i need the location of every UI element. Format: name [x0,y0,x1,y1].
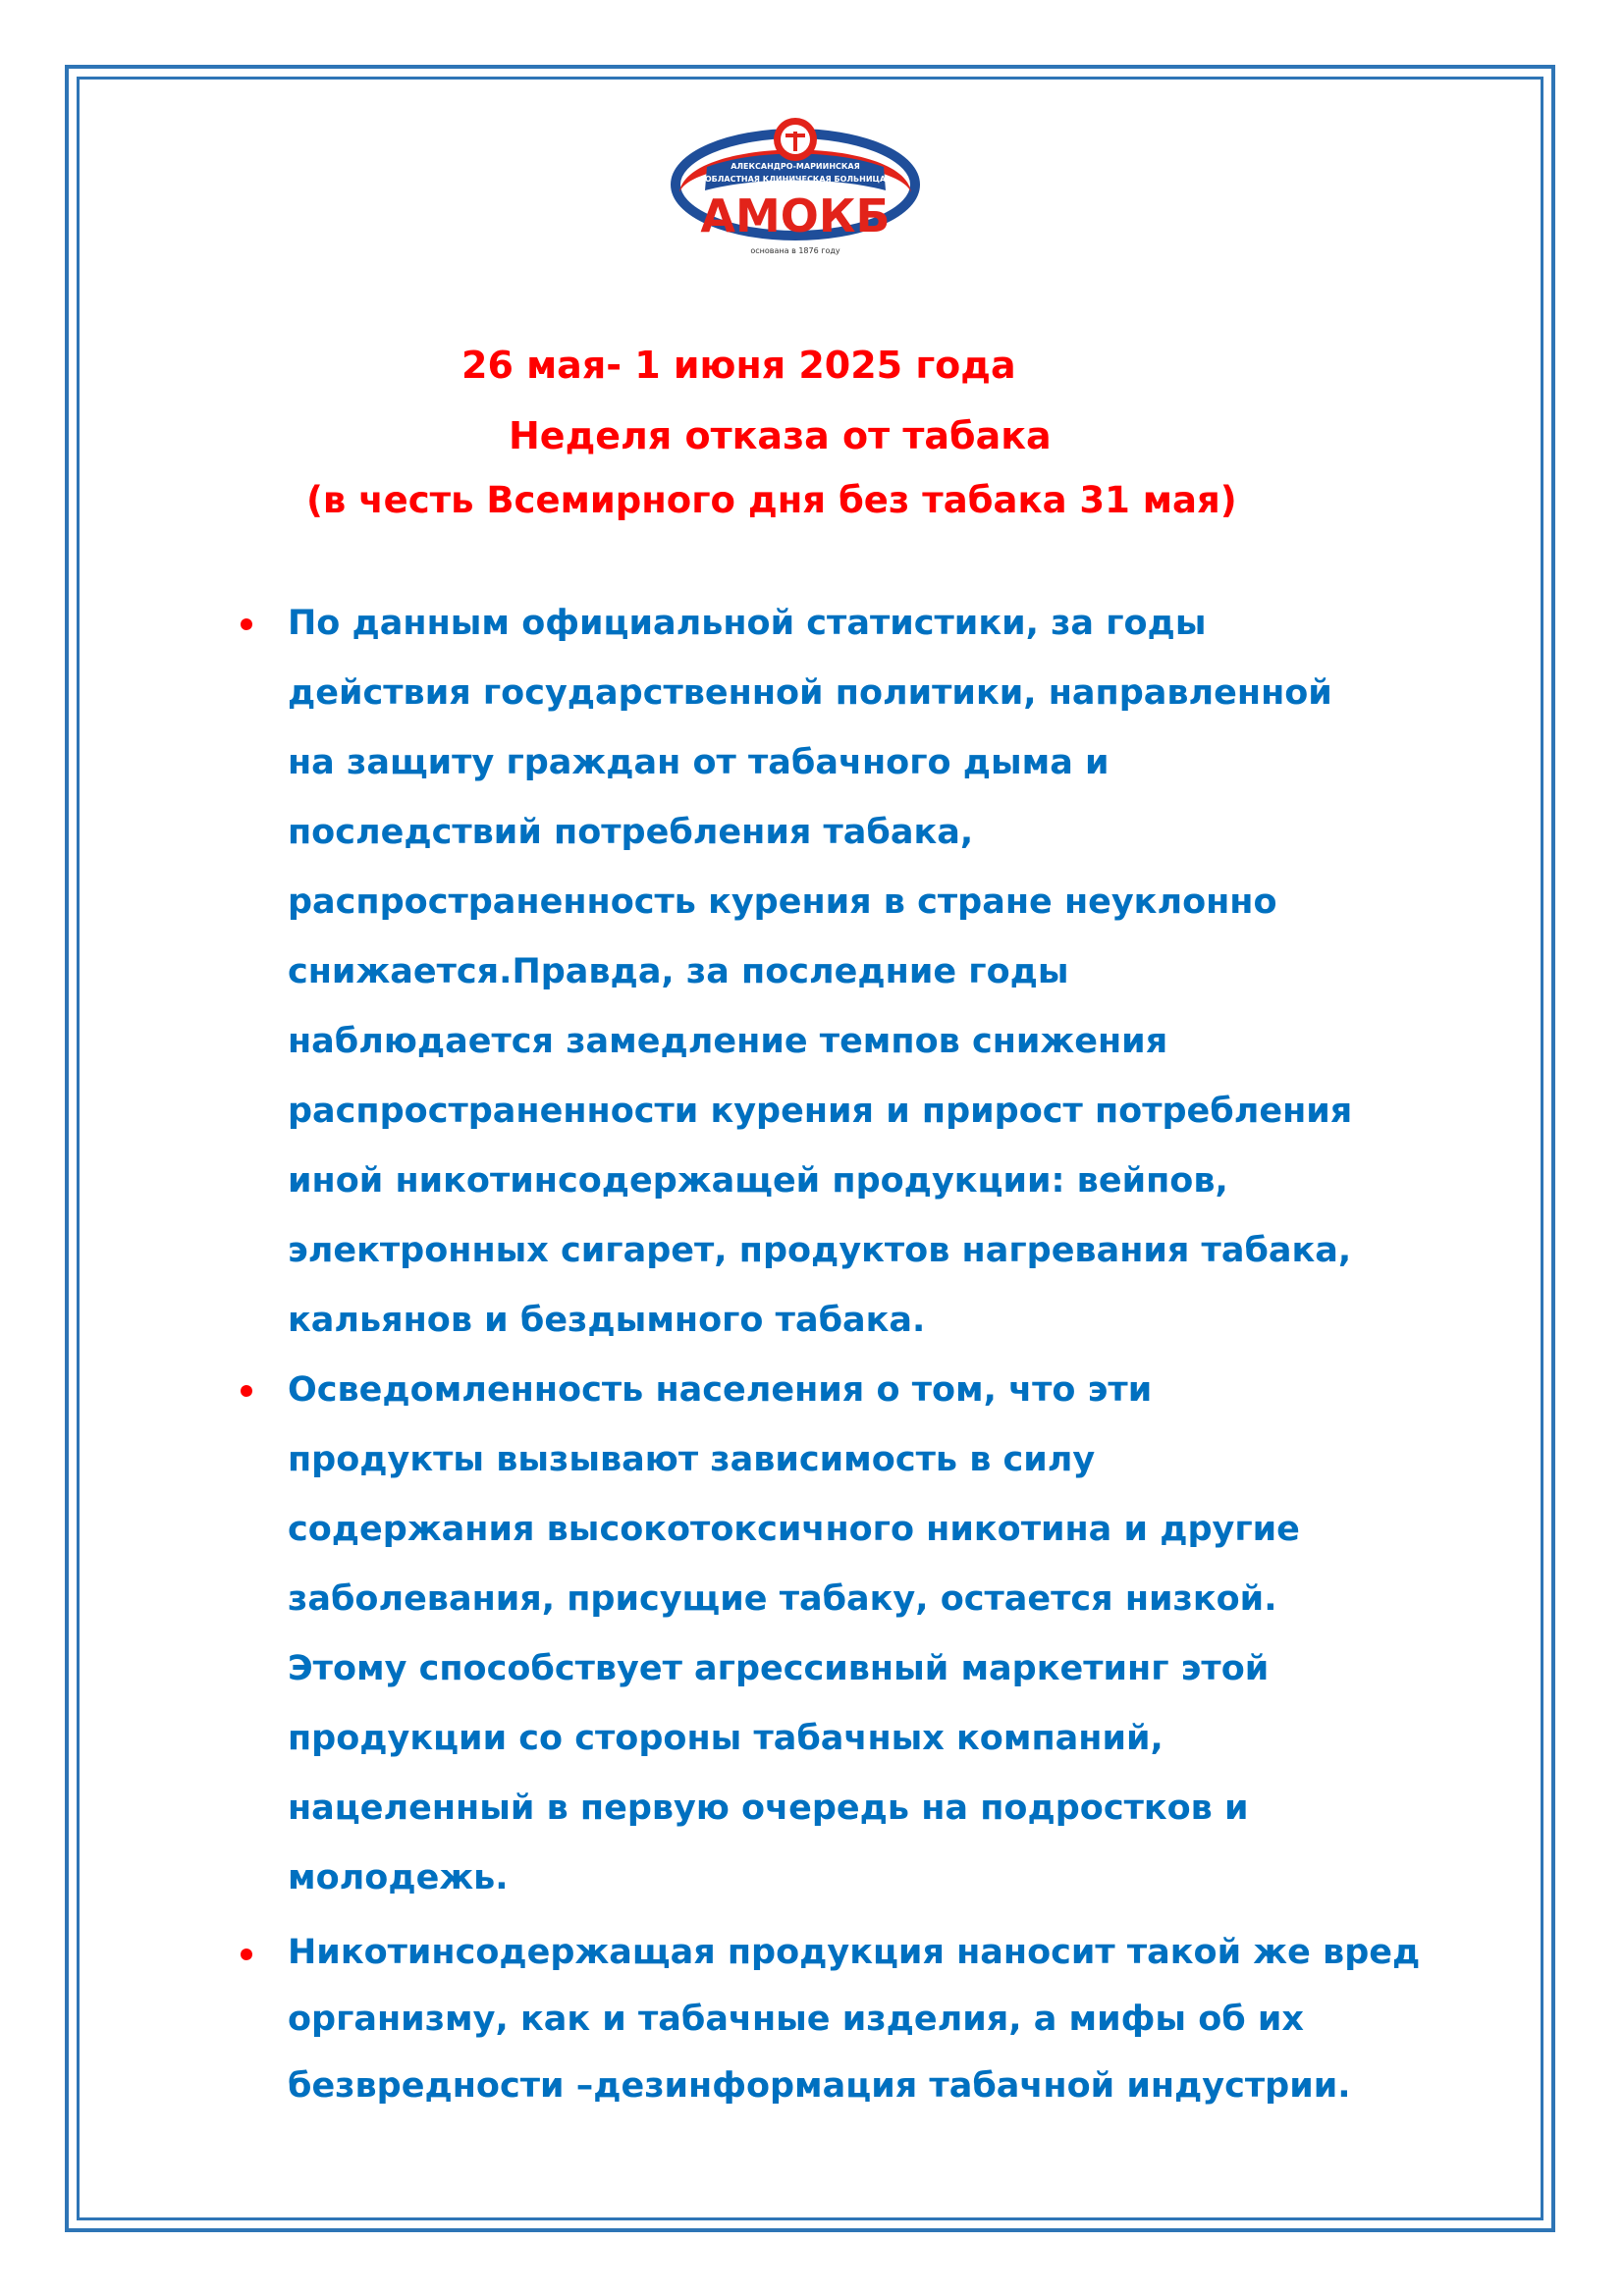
logo-line1: АЛЕКСАНДРО-МАРИИНСКАЯ [731,162,860,171]
list-item [236,1919,1512,2119]
list-item-line: молодежь. [288,1858,509,1897]
list-item-line: По данным официальной статистики, за годы [288,604,1207,643]
bullet-icon [241,1949,252,1960]
list-item-line: электронных сигарет, продуктов нагревания табака, [288,1231,1352,1270]
list-item [236,1356,1512,1913]
list-item-line: нацеленный в первую очередь на подростков и [288,1789,1249,1828]
list-item-line: снижается.Правда, за последние годы [288,952,1069,991]
list-item-line: Никотинсодержащая продукция наносит такой же вред [288,1933,1421,1972]
header-title: Неделя отказа от табака [509,414,1052,457]
list-item-line: продукты вызывают зависимость в силу [288,1440,1096,1479]
list-item-line: содержания высокотоксичного никотина и другие [288,1510,1300,1549]
list-item-line: кальянов и бездымного табака. [288,1301,926,1340]
list-item-line: распространенности курения и прирост потребления [288,1092,1353,1131]
list-item-line: иной никотинсодержащей продукции: вейпов, [288,1161,1228,1201]
logo-abbreviation: АМОКБ [700,189,891,242]
list-item-line: на защиту граждан от табачного дыма и [288,743,1110,782]
logo-line2: ОБЛАСТНАЯ КЛИНИЧЕСКАЯ БОЛЬНИЦА [704,175,887,184]
list-item-line: распространенность курения в стране неуклонно [288,882,1277,922]
list-item-line: продукции со стороны табачных компаний, [288,1719,1164,1758]
list-item-line: последствий потребления табака, [288,813,974,852]
list-item-line: организму, как и табачные изделия, а мифы об их [288,2000,1304,2039]
list-item-line: заболевания, присущие табаку, остается низкой. [288,1579,1277,1619]
hospital-logo [668,106,923,283]
logo-founded: основана в 1876 году [750,246,840,255]
list-item-line: действия государственной политики, направленной [288,673,1332,713]
header-subtitle: (в честь Всемирного дня без табака 31 мая) [306,479,1237,521]
list-item-line: безвредности –дезинформация табачной индустрии. [288,2066,1351,2106]
bullet-list [236,589,1512,2119]
bullet-icon [241,618,252,630]
list-item [236,589,1512,1356]
list-item-line: наблюдается замедление темпов снижения [288,1022,1168,1061]
bullet-icon [241,1385,252,1397]
header-dates: 26 мая- 1 июня 2025 года [461,344,1016,387]
list-item-line: Этому способствует агрессивный маркетинг этой [288,1649,1270,1688]
list-item-line: Осведомленность населения о том, что эти [288,1370,1153,1410]
